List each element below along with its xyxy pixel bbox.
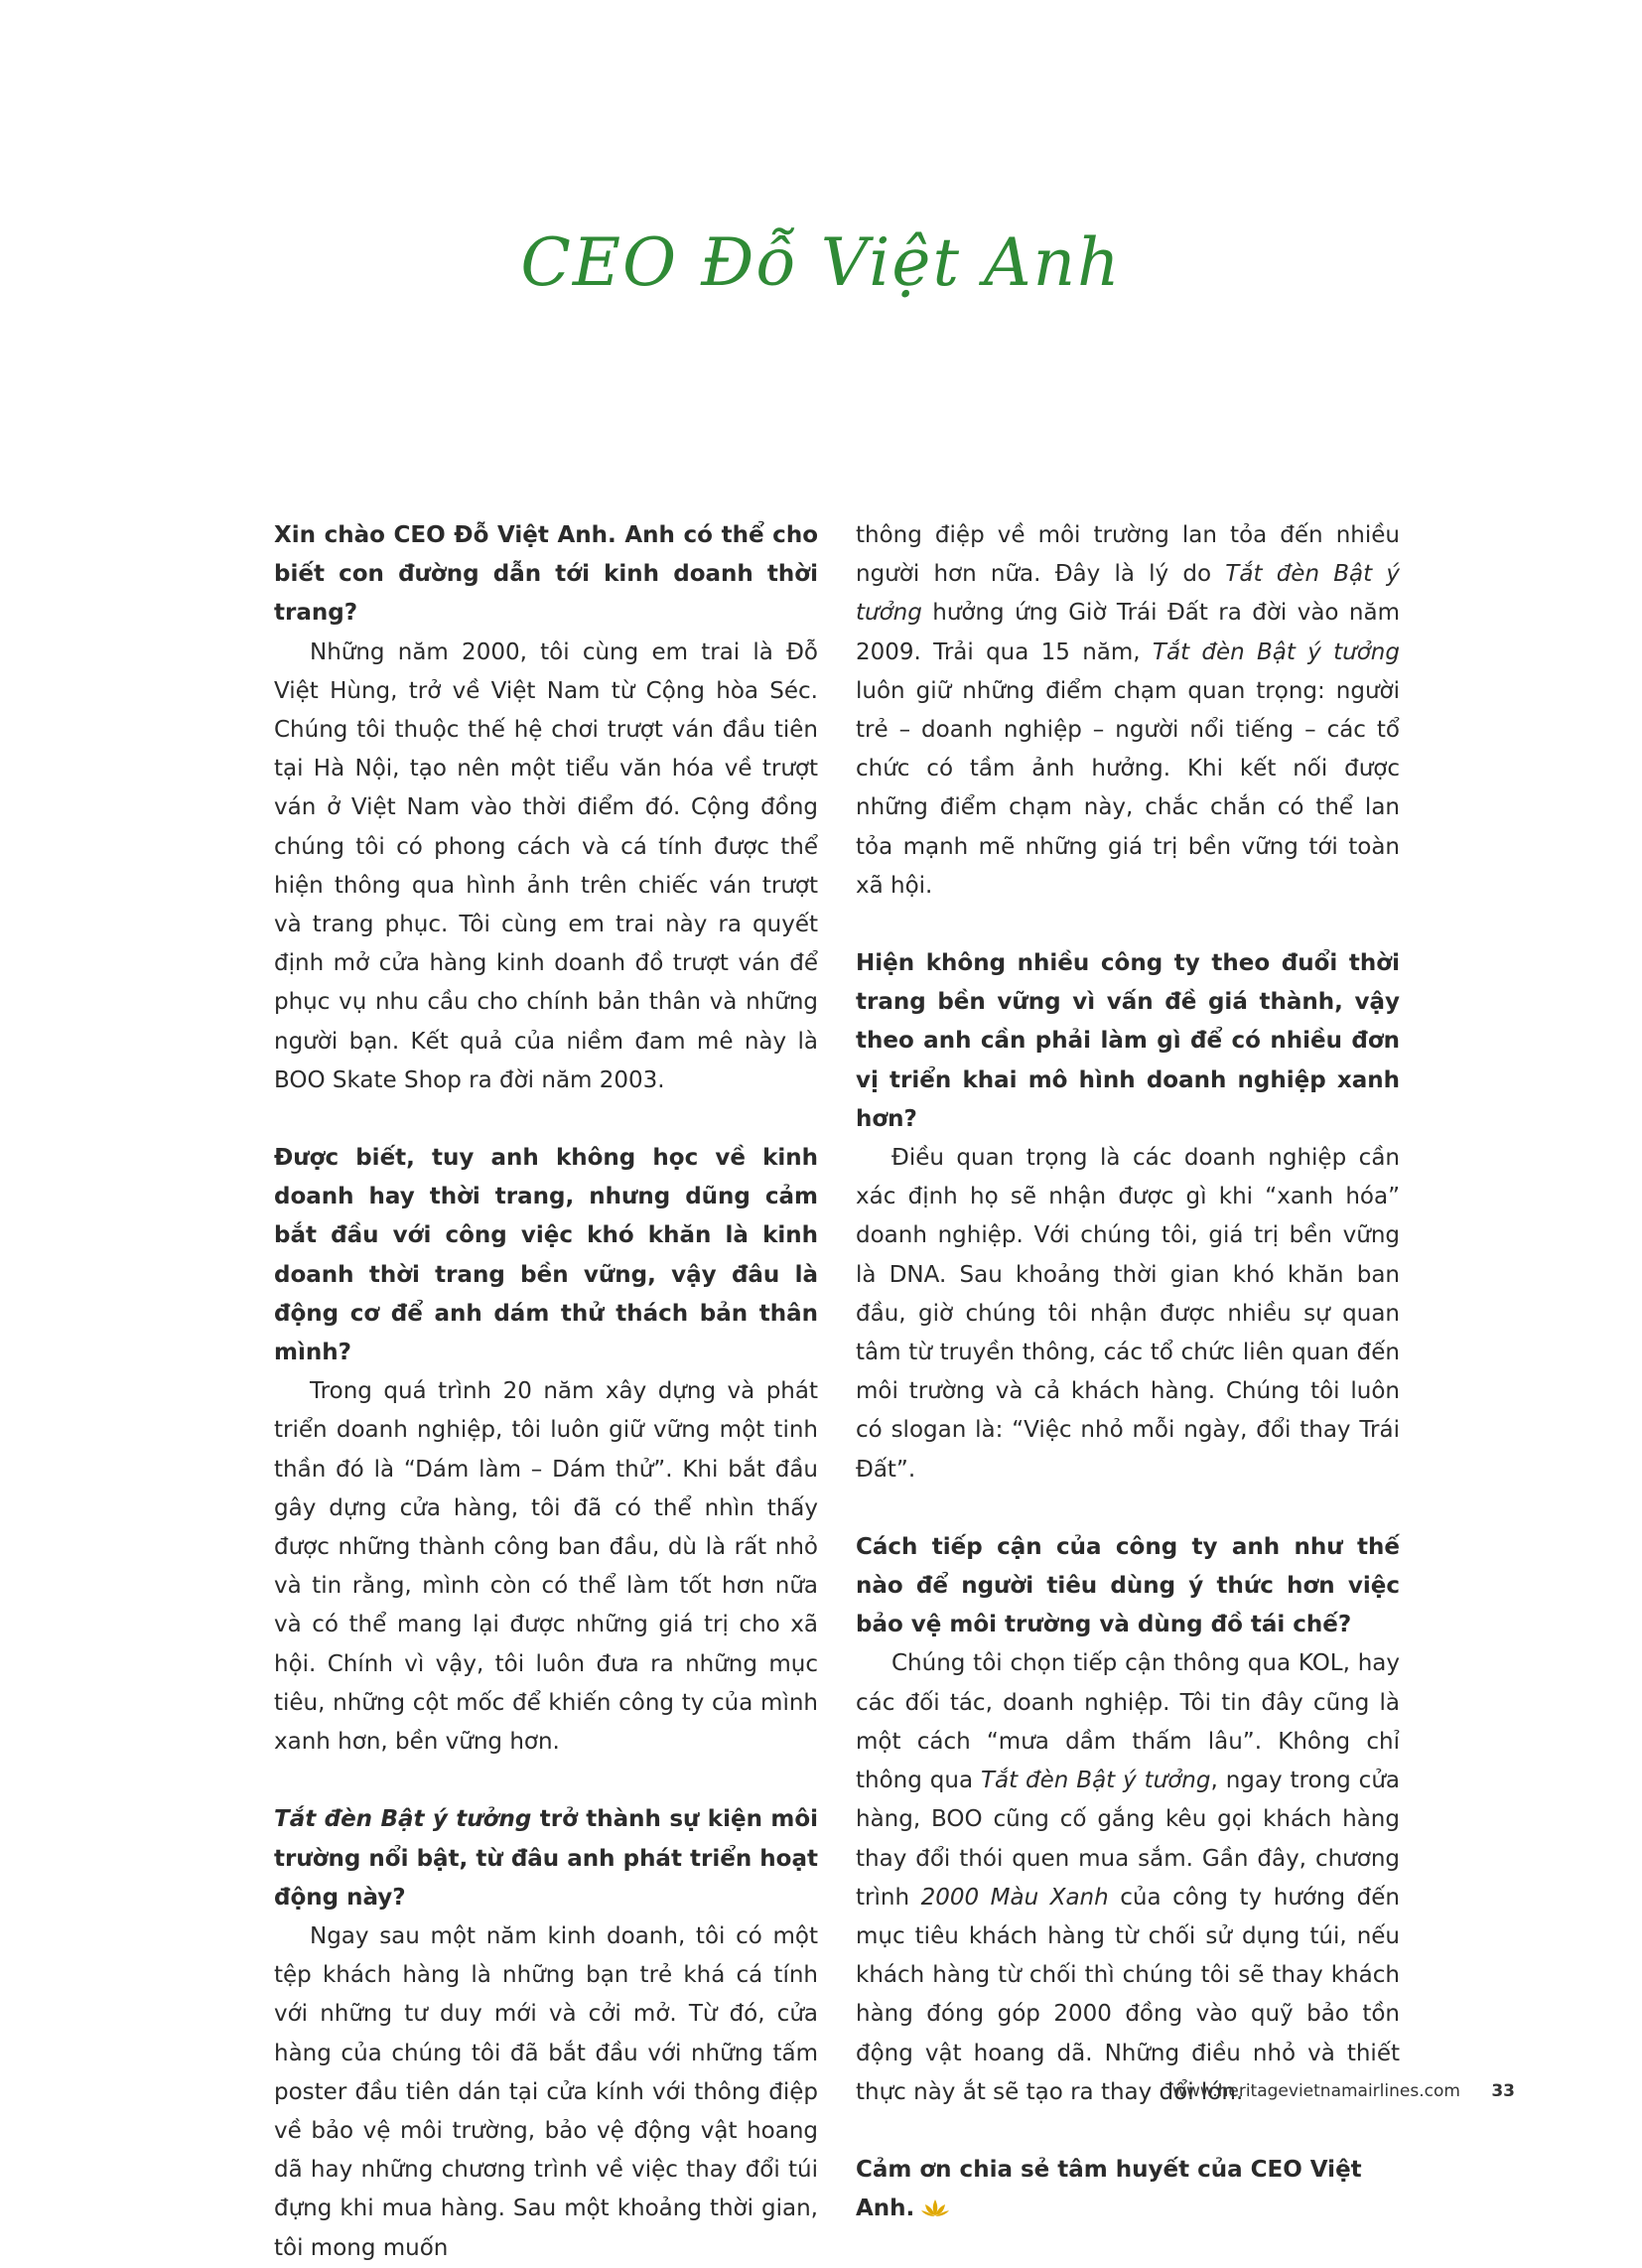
- closing-line: Cảm ơn chia sẻ tâm huyết của CEO Việt Anh.: [856, 2151, 1400, 2232]
- page-number: 33: [1491, 2081, 1515, 2101]
- question-2: Được biết, tuy anh không học về kinh doanh hay thời trang, nhưng dũng cảm bắt đầu với công việc khó khăn là kinh doanh thời trang bền vững, vậy đâu là động cơ để anh dám thử thách bản thân mình?: [274, 1145, 818, 1366]
- answer-1: Những năm 2000, tôi cùng em trai là Đỗ Việt Hùng, trở về Việt Nam từ Cộng hòa Séc. Chúng tôi thuộc thế hệ chơi trượt ván đầu tiên tại Hà Nội, tạo nên một tiểu văn hóa về trượt ván ở Việt Nam vào thời điểm đó. Cộng đồng chúng tôi có phong cách và cá tính được thể hiện thông qua hình ảnh trên chiếc ván trượt và trang phục. Tôi cùng em trai này ra quyết định mở cửa hàng kinh doanh đồ trượt ván để phục vụ nhu cầu cho chính bản thân và những người bạn. Kết quả của niềm đam mê này là BOO Skate Shop ra đời năm 2003.: [274, 638, 818, 1093]
- right-column: [856, 516, 1400, 2232]
- question-4: Hiện không nhiều công ty theo đuổi thời trang bền vững vì vấn đề giá thành, vậy theo anh cần phải làm gì để có nhiều đơn vị triển khai mô hình doanh nghiệp xanh hơn?: [856, 950, 1400, 1132]
- answer-3-start: Ngay sau một năm kinh doanh, tôi có một tệp khách hàng là những bạn trẻ khá cá tính với những tư duy mới và cởi mở. Từ đó, cửa hàng của chúng tôi đã bắt đầu với những tấm poster đầu tiên dán tại cửa kính với thông điệp về bảo vệ môi trường, bảo vệ động vật hoang dã hay những chương trình về việc thay đổi túi đựng khi mua hàng. Sau một khoảng thời gian, tôi mong muốn: [274, 1922, 818, 2261]
- article-title: CEO Đỗ Việt Anh: [520, 224, 1122, 301]
- question-5: Cách tiếp cận của công ty anh như thế nào để người tiêu dùng ý thức hơn việc bảo vệ môi trường và dùng đồ tái chế?: [856, 1533, 1400, 1638]
- answer-3-continued: thông điệp về môi trường lan tỏa đến nhiều người hơn nữa. Đây là lý do Tắt đèn Bật ý tưởng hưởng ứng Giờ Trái Đất ra đời vào năm 2009. Trải qua 15 năm, Tắt đèn Bật ý tưởng luôn giữ những điểm chạm quan trọng: người trẻ – doanh nghiệp – người nổi tiếng – các tổ chức có tầm ảnh hưởng. Khi kết nối được những điểm chạm này, chắc chắn có thể lan tỏa mạnh mẽ những giá trị bền vững tới toàn xã hội.: [856, 522, 1400, 899]
- left-column: [274, 516, 818, 2268]
- event-name: Tắt đèn Bật ý tưởng: [274, 1806, 532, 1833]
- question-3: Tắt đèn Bật ý tưởng trở thành sự kiện môi trường nổi bật, từ đâu anh phát triển hoạt động này?: [274, 1806, 819, 1911]
- page-footer: [1172, 2081, 1515, 2101]
- answer-2: Trong quá trình 20 năm xây dựng và phát triển doanh nghiệp, tôi luôn giữ vững một tinh thần đó là “Dám làm – Dám thử”. Khi bắt đầu gây dựng cửa hàng, tôi đã có thể nhìn thấy được những thành công ban đầu, dù là rất nhỏ và tin rằng, mình còn có thể làm tốt hơn nữa và có thể mang lại được những giá trị cho xã hội. Chính vì vậy, tôi luôn đưa ra những mục tiêu, những cột mốc để khiến công ty của mình xanh hơn, bền vững hơn.: [274, 1378, 818, 1756]
- lotus-icon: [920, 2194, 950, 2232]
- website-url: www.heritagevietnamairlines.com: [1172, 2081, 1460, 2101]
- answer-5: Chúng tôi chọn tiếp cận thông qua KOL, hay các đối tác, doanh nghiệp. Tôi tin đây cũng là một cách “mưa dầm thấm lâu”. Không chỉ thông qua Tắt đèn Bật ý tưởng, ngay trong cửa hàng, BOO cũng cố gắng kêu gọi khách hàng thay đổi thói quen mua sắm. Gần đây, chương trình 2000 Màu Xanh của công ty hướng đến mục tiêu khách hàng từ chối sử dụng túi, nếu khách hàng từ chối thì chúng tôi sẽ thay khách hàng đóng góp 2000 đồng vào quỹ bảo tồn động vật hoang dã. Những điều nhỏ và thiết thực này ắt sẽ tạo ra thay đổi lớn.: [856, 1650, 1400, 2105]
- question-1: Xin chào CEO Đỗ Việt Anh. Anh có thể cho biết con đường dẫn tới kinh doanh thời trang?: [274, 522, 818, 627]
- answer-4: Điều quan trọng là các doanh nghiệp cần xác định họ sẽ nhận được gì khi “xanh hóa” doanh nghiệp. Với chúng tôi, giá trị bền vững là DNA. Sau khoảng thời gian khó khăn ban đầu, giờ chúng tôi nhận được nhiều sự quan tâm từ truyền thông, các tổ chức liên quan đến môi trường và cả khách hàng. Chúng tôi luôn có slogan là: “Việc nhỏ mỗi ngày, đổi thay Trái Đất”.: [856, 1145, 1400, 1483]
